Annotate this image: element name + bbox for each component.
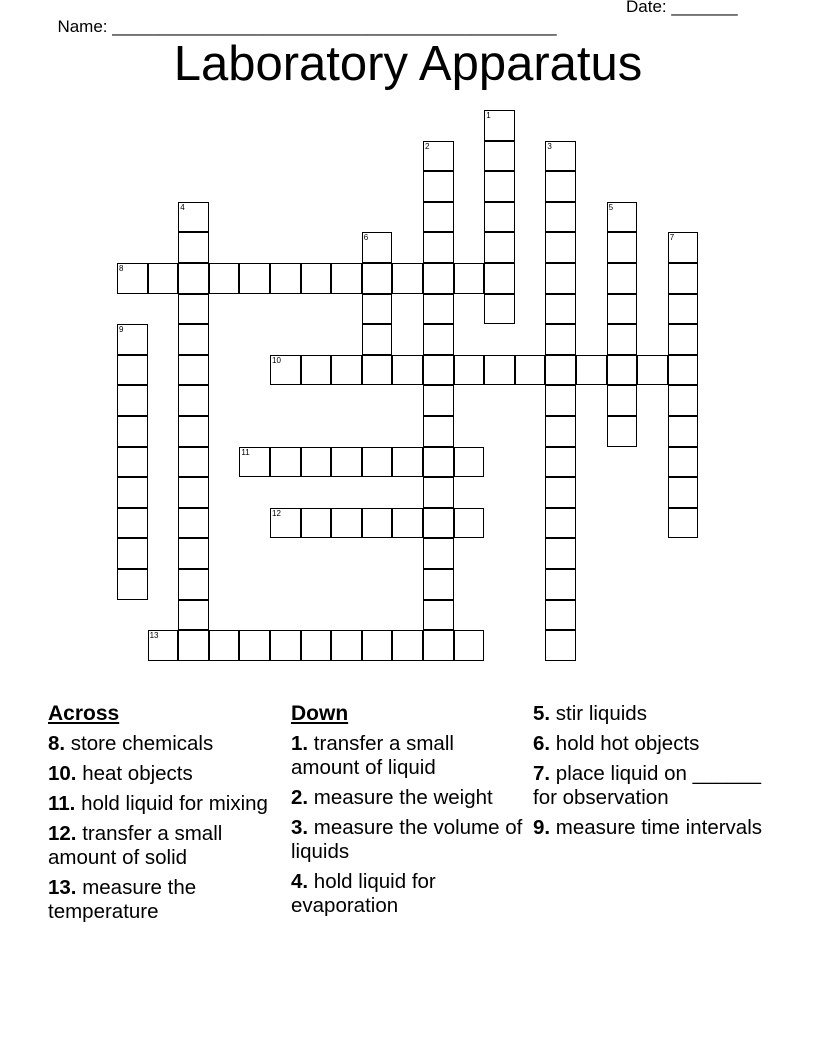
clue-item-number: 1. — [291, 732, 309, 755]
grid-cell[interactable] — [545, 416, 576, 447]
grid-cell[interactable] — [362, 324, 393, 355]
grid-cell[interactable] — [484, 141, 515, 172]
grid-cell[interactable] — [270, 447, 301, 478]
clue-item — [48, 762, 283, 786]
grid-cell[interactable] — [301, 630, 332, 661]
grid-cell[interactable] — [484, 263, 515, 294]
clue-item — [533, 762, 768, 810]
grid-cell[interactable] — [668, 355, 699, 386]
clue-number: 13 — [149, 631, 159, 641]
grid-cell[interactable] — [607, 232, 638, 263]
grid-cell[interactable] — [423, 416, 454, 447]
clue-number: 9 — [119, 325, 124, 335]
grid-cell[interactable] — [117, 416, 148, 447]
clue-item-text: measure the volume of liquids — [291, 816, 523, 863]
grid-cell[interactable] — [362, 294, 393, 325]
grid-cell[interactable] — [454, 263, 485, 294]
clue-item — [48, 732, 283, 756]
grid-cell[interactable] — [331, 630, 362, 661]
grid-cell[interactable] — [362, 263, 393, 294]
clue-item — [48, 792, 283, 816]
grid-cell[interactable] — [362, 447, 393, 478]
grid-cell[interactable] — [331, 508, 362, 539]
grid-cell[interactable] — [270, 263, 301, 294]
grid-cell[interactable] — [454, 630, 485, 661]
clue-item-text: hold liquid for evaporation — [291, 870, 436, 917]
clue-number: 5 — [608, 202, 614, 212]
grid-cell[interactable] — [209, 263, 240, 294]
grid-cell[interactable] — [301, 447, 332, 478]
grid-cell[interactable] — [423, 171, 454, 202]
grid-cell[interactable] — [545, 355, 576, 386]
grid-cell[interactable] — [607, 416, 638, 447]
clue-item-number: 13. — [48, 876, 77, 899]
grid-cell[interactable] — [545, 630, 576, 661]
grid-cell[interactable] — [423, 324, 454, 355]
grid-cell[interactable] — [117, 355, 148, 386]
grid-cell[interactable] — [423, 508, 454, 539]
grid-cell[interactable] — [423, 477, 454, 508]
clue-item-number: 10. — [48, 762, 77, 785]
grid-cell[interactable] — [239, 630, 270, 661]
grid-cell[interactable] — [668, 385, 699, 416]
grid-cell[interactable] — [423, 600, 454, 631]
grid-cell[interactable] — [545, 447, 576, 478]
grid-cell[interactable] — [117, 538, 148, 569]
grid-cell[interactable] — [484, 202, 515, 233]
down-list-1 — [291, 732, 526, 918]
grid-cell[interactable] — [423, 538, 454, 569]
grid-cell[interactable] — [454, 447, 485, 478]
grid-cell[interactable] — [607, 294, 638, 325]
clue-item-number: 4. — [291, 870, 309, 893]
grid-cell[interactable] — [668, 324, 699, 355]
clue-number: 4 — [180, 202, 185, 212]
grid-cell[interactable] — [148, 263, 179, 294]
grid-cell[interactable] — [423, 630, 454, 661]
grid-cell[interactable] — [117, 477, 148, 508]
clue-item — [533, 702, 768, 726]
clue-item-text: measure the weight — [308, 786, 493, 809]
name-label: Name: _______________________________________________ — [57, 17, 557, 36]
clue-item — [48, 876, 283, 924]
clue-item-text: transfer a small amount of liquid — [291, 732, 454, 779]
grid-cell[interactable] — [392, 447, 423, 478]
grid-cell[interactable] — [209, 630, 240, 661]
clue-item-text: stir liquids — [550, 702, 647, 725]
clue-number: 7 — [669, 233, 675, 243]
grid-cell[interactable] — [178, 508, 209, 539]
clue-item-number: 3. — [291, 816, 309, 839]
grid-cell[interactable] — [423, 263, 454, 294]
clue-number: 2 — [425, 141, 430, 151]
across-clues — [48, 702, 283, 930]
grid-cell[interactable] — [454, 355, 485, 386]
clue-item — [533, 732, 768, 756]
grid-cell[interactable] — [117, 385, 148, 416]
down-heading: Down — [291, 702, 349, 725]
grid-cell[interactable] — [545, 508, 576, 539]
grid-cell[interactable] — [178, 600, 209, 631]
grid-cell[interactable] — [423, 294, 454, 325]
grid-cell[interactable] — [668, 263, 699, 294]
grid-cell[interactable] — [362, 630, 393, 661]
clue-item-number: 2. — [291, 786, 309, 809]
clue-item — [533, 816, 768, 840]
grid-cell[interactable] — [545, 171, 576, 202]
clue-number: 11 — [241, 447, 250, 457]
grid-cell[interactable] — [301, 508, 332, 539]
grid-cell[interactable] — [668, 416, 699, 447]
clue-item-text: measure the temperature — [48, 876, 197, 923]
grid-cell[interactable] — [545, 294, 576, 325]
clue-item-text: measure time intervals — [550, 816, 763, 839]
page-title: Laboratory Apparatus — [173, 37, 643, 91]
across-list — [48, 732, 283, 924]
grid-cell[interactable] — [668, 294, 699, 325]
grid-cell[interactable] — [178, 416, 209, 447]
clue-item-text: place liquid on ______ for observation — [533, 762, 761, 809]
grid-cell[interactable] — [484, 171, 515, 202]
grid-cell[interactable] — [178, 538, 209, 569]
grid-cell[interactable] — [607, 355, 638, 386]
clue-number: 3 — [547, 141, 552, 151]
grid-cell[interactable] — [362, 355, 393, 386]
grid-cell[interactable] — [362, 508, 393, 539]
grid-cell[interactable] — [423, 385, 454, 416]
grid-cell[interactable] — [301, 355, 332, 386]
grid-cell[interactable] — [484, 355, 515, 386]
grid-cell[interactable] — [423, 569, 454, 600]
grid-cell[interactable] — [392, 263, 423, 294]
grid-cell[interactable] — [454, 508, 485, 539]
grid-cell[interactable] — [270, 630, 301, 661]
clue-item-number: 8. — [48, 732, 66, 755]
grid-cell[interactable] — [607, 263, 638, 294]
clue-item-number: 12. — [48, 822, 77, 845]
grid-cell[interactable] — [423, 447, 454, 478]
grid-cell[interactable] — [637, 355, 668, 386]
grid-cell[interactable] — [117, 508, 148, 539]
clue-item-text: store chemicals — [65, 732, 214, 755]
grid-cell[interactable] — [178, 385, 209, 416]
clue-item-number: 7. — [533, 762, 551, 785]
clue-item-text: hold liquid for mixing — [75, 792, 268, 815]
grid-cell[interactable] — [668, 477, 699, 508]
clue-item — [48, 822, 283, 870]
clue-number: 12 — [272, 508, 281, 518]
clue-item-text: hold hot objects — [550, 732, 700, 755]
clue-item-text: transfer a small amount of solid — [48, 822, 223, 869]
clue-item-text: heat objects — [76, 762, 193, 785]
grid-cell[interactable] — [178, 477, 209, 508]
clue-item — [291, 732, 526, 780]
across-heading: Across — [48, 702, 120, 725]
grid-cell[interactable] — [178, 569, 209, 600]
clue-item-number: 9. — [533, 816, 551, 839]
grid-cell[interactable] — [545, 202, 576, 233]
grid-cell[interactable] — [117, 569, 148, 600]
grid-cell[interactable] — [331, 447, 362, 478]
down-list-2 — [533, 702, 768, 840]
clue-number: 1 — [486, 111, 491, 120]
clue-item — [291, 786, 526, 810]
grid-cell[interactable] — [178, 263, 209, 294]
grid-cell[interactable] — [178, 232, 209, 263]
clue-item — [291, 870, 526, 918]
grid-cell[interactable] — [117, 447, 148, 478]
grid-cell[interactable] — [545, 263, 576, 294]
grid-cell[interactable] — [178, 630, 209, 661]
grid-cell[interactable] — [423, 355, 454, 386]
grid-cell[interactable] — [668, 508, 699, 539]
clue-item-number: 6. — [533, 732, 551, 755]
grid-cell[interactable] — [392, 508, 423, 539]
grid-cell[interactable] — [545, 477, 576, 508]
grid-cell[interactable] — [423, 202, 454, 233]
grid-cell[interactable] — [178, 447, 209, 478]
grid-cell[interactable] — [178, 355, 209, 386]
grid-cell[interactable] — [178, 324, 209, 355]
grid-cell[interactable] — [423, 232, 454, 263]
grid-cell[interactable] — [545, 324, 576, 355]
clue-item-number: 11. — [48, 792, 76, 815]
down-clues-continued — [533, 702, 768, 846]
grid-cell[interactable] — [331, 263, 362, 294]
grid-cell[interactable] — [545, 569, 576, 600]
grid-cell[interactable] — [392, 355, 423, 386]
clue-item — [291, 816, 526, 864]
clue-number: 6 — [363, 233, 369, 243]
grid-cell[interactable] — [484, 294, 515, 325]
clue-number: 10 — [272, 355, 281, 365]
grid-cell[interactable] — [515, 355, 546, 386]
grid-cell[interactable] — [607, 324, 638, 355]
grid-cell[interactable] — [484, 232, 515, 263]
down-clues — [291, 702, 526, 924]
grid-cell[interactable] — [576, 355, 607, 386]
grid-cell[interactable] — [545, 538, 576, 569]
grid-cell[interactable] — [668, 447, 699, 478]
grid-cell[interactable] — [178, 294, 209, 325]
grid-cell[interactable] — [545, 385, 576, 416]
grid-cell[interactable] — [545, 232, 576, 263]
date-label: Date: _______ — [626, 0, 738, 16]
clue-number: 8 — [119, 264, 124, 273]
clue-item-number: 5. — [533, 702, 551, 725]
grid-cell[interactable] — [607, 385, 638, 416]
grid-cell[interactable] — [545, 600, 576, 631]
grid-cell[interactable] — [331, 355, 362, 386]
grid-cell[interactable] — [239, 263, 270, 294]
grid-cell[interactable] — [301, 263, 332, 294]
grid-cell[interactable] — [392, 630, 423, 661]
